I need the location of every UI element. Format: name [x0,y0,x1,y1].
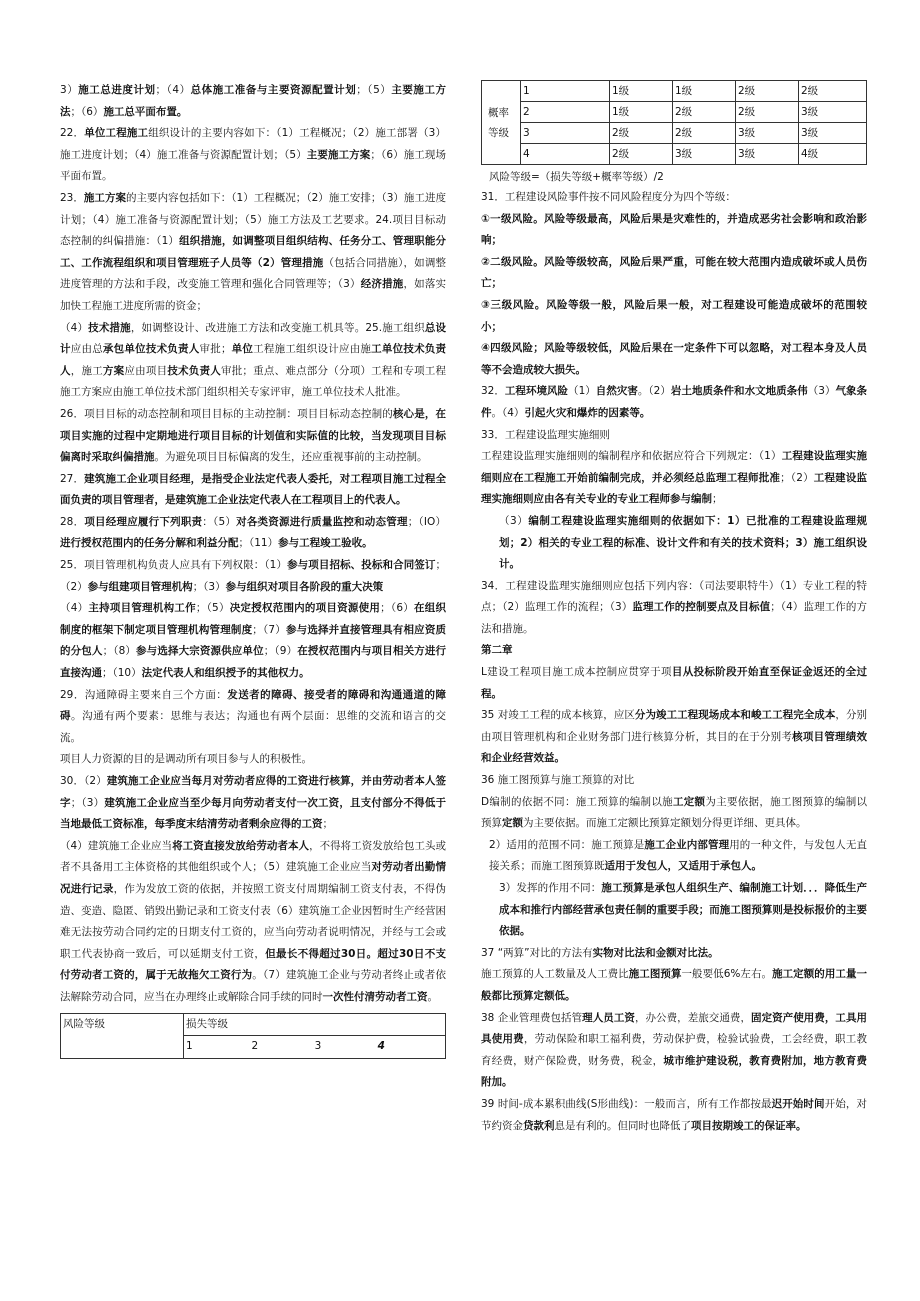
paragraph [60,555,446,598]
prob-row-2-c2: 2级 [673,102,736,123]
text-run: ④四级风险；风险等级较低，风险后果在一定条件下可以忽略，对工程本身及人员等不会造成较大损失。 [481,342,867,376]
loss-col-1: 1 [184,1036,250,1059]
text-run: 34．工程建设监理实施细则应包括下列内容：（司法要职特牛）（1）专业工程的特点；（2）监理工作的流程；（3） [481,579,867,614]
loss-col-3: 3 [313,1036,376,1059]
right-column [481,80,867,1137]
text-run: 施工图预算 [628,968,682,981]
paragraph [481,662,867,705]
text-run: 审批； [199,343,232,356]
text-run: 项目经理应履行下列职责 [84,515,203,528]
text-run: 单位工程施工 [84,127,149,140]
text-run: （4） [60,602,89,615]
text-run: 将工资直接发放给劳动者本人 [172,839,310,852]
prob-row-4-c1: 2级 [610,144,673,165]
text-run: 3） [60,84,79,96]
text-run: 参与选择大宗资源供应单位 [136,645,264,658]
text-run: 23． [60,191,84,204]
paragraph [481,770,867,792]
prob-row-1-c2: 1级 [673,81,736,102]
prob-row-3-c4: 3级 [799,123,867,144]
text-run: 主要施工方法 [60,84,447,118]
text-run: 。 [427,990,438,1003]
text-run: D编制的依据不同：施工预算的编制以施 [481,795,673,808]
text-run: 发送者的障碍、接受者的障碍和沟通通道的障碍 [60,688,446,723]
prob-row-4-level: 4 [521,144,610,165]
text-run: ；（IO） [407,515,446,528]
text-run: 适用于发包人，又适用于承包人。 [604,860,762,873]
text-run: ；（4） [155,84,191,96]
text-run: 经济措施 [360,278,404,291]
paragraph [60,512,446,555]
text-run: 工程建设监理实施细则的编制程序和依据应符合下列规定：（1） [481,450,782,463]
text-run: 一次性付清劳动者工资 [322,990,428,1003]
text-run: ，办公费，差旅交通费， [634,1011,752,1024]
text-run: 39 时间-成本累积曲线(S形曲线)：一般而言，所有工作都按最 [481,1097,772,1110]
text-run: 施工企业内部管理 [644,838,730,851]
paragraph [60,469,446,512]
text-run: 3）发挥的作用不同： [499,882,602,894]
text-run: 项目人力资源的目的是调动所有项目参与人的积极性。 [60,753,312,766]
risk-level-label: 风险等级 [61,1013,184,1058]
paragraph [481,295,867,338]
text-run: 22． [60,127,85,140]
text-run: L建设工程项目施工成本控制应贯穿于项 [481,666,672,679]
paragraph [481,425,867,447]
text-run: 编制工程建设监理实施细则的依据如下：1）已批准的工程建设监理规划；2）相关的专业工程的标准、设计文件和有关的技术资料；3）施工组织设计。 [499,514,867,571]
text-run: 参与组建项目管理机构 [87,580,193,593]
text-run: 。（7）建筑施工企业与劳动者终止或者依法解除劳动合同，应当在办理终止或解除合同手续的同时 [60,969,446,1003]
text-run: 进行授权范围内的任务分解和利益分配 [60,537,239,550]
text-run: ，如调整设计、改进施工方法和改变施工机具等。25.施工组织 [130,321,425,334]
text-run: ；（8） [102,645,137,658]
text-run: 为主要依据。而施工定额比预算定额划分得更详细、更具体。 [523,817,807,830]
prob-row-4-c3: 3级 [736,144,799,165]
text-run: 目从投标阶段开始直至保证金返还的全过程。 [481,666,867,700]
paragraph [60,598,446,684]
text-run: 参与选择并直接管理具有相应资质的分包人 [60,623,447,658]
paragraph [481,446,867,511]
text-run: 迟开始时间 [771,1097,825,1110]
text-run: 35 对竣工工程的成本核算，应区 [481,709,635,722]
text-run: 对各类资源进行质量监控和动态管理 [236,515,408,528]
text-run: ；（11） [238,537,279,550]
prob-row-1-level: 1 [521,81,610,102]
paragraph [481,576,867,641]
text-run: 组织措施，如调整项目组织结构、任务分工、管理职能分工、工作流程组织和项目管理班子人员等（2）管理措施 [60,235,446,269]
text-run: 岩土地质条件和水文地质条伟 [670,385,808,398]
text-run: 应由项目 [124,364,168,377]
paragraph [481,187,867,209]
text-run: 37 “两算”对比的方法有 [481,946,593,959]
paragraph [60,771,446,836]
prob-row-4-c2: 3级 [673,144,736,165]
text-run: 组织设计的主要内容如下：（1）工程概况；（2）施工部署（3）施工进度计划；（4）施工准备与资源配置计划；（5） [60,127,447,161]
text-run: 理人员工资 [582,1011,635,1024]
paragraph [481,964,867,1007]
text-run: 固定资产使用费，工具用具使用费 [481,1011,868,1046]
text-run: 息是有利的。但同时也降低了 [554,1119,691,1132]
loss-col-2: 2 [250,1036,313,1059]
text-run: ，劳动保险和职工福利费，劳动保护费，检验试验费，工会经费，职工教育经费，财产保险费，财务费，税金， [481,1033,868,1067]
text-run: 31．工程建设风险事件按不同风险程度分为四个等级： [481,191,736,203]
paragraph [60,80,446,123]
text-run: 监理工作的控制要点及目标值 [632,601,771,614]
text-run: （4） [60,321,89,334]
text-run: 施工预算的人工数量及人工费比 [481,968,629,981]
text-run: 28． [60,515,85,528]
risk-level-table-header [60,1013,446,1059]
text-run: 27． [60,472,85,485]
text-run: 建筑施工企业应当至少每月向劳动者支付一次工资，且支付部分不得低于当地最低工资标准，每季度末结清劳动者剩余应得的工资 [60,796,447,831]
text-run: 工程建设监理实施细则应由各有关专业的专业工程师参与编制 [481,471,868,506]
text-run: 施工预算是承包人组织生产、编制施工计划．．．降低生产成本和推行内部经营承包责任制的重要手段；而施工图预算则是投标报价的主要依据。 [499,882,868,938]
paragraph [481,338,867,381]
text-run: 但最长不得超过30日。超过30日不支付劳动者工资的，属于无故拖欠工资行为 [60,947,447,982]
text-run: 36 施工图预算与施工预算的对比 [481,774,635,787]
text-run: 参与工程竣工验收。 [278,537,373,550]
text-run: ，作为发放工资的依据，并按照工资支付周期编制工资支付表，不得伪造、变造、隐匿、销毁出勤记录和工资支付表（6）建筑施工企业因暂时生产经营困难无法按劳动合同约定的日期支付工资的，应当向劳动者说明情况，并经与工会或职工代表协商一致后，可以延期支付工资， [60,882,447,960]
text-run: 施工总进度计划 [78,84,156,96]
text-run: ，不得将工资发放给包工头或者不具备用工主体资格的其他组织或个人；（5）建筑施工企业应当 [60,839,447,874]
text-run: ；（6） [380,602,415,615]
text-run: 总设计 [60,321,447,356]
text-run: 的主要内容包括如下：（1）工程概况；（2）施工安排；（3）施工进度计划；（4）施工准备与资源配置计划；（5）施工方法及工艺要求。24.项目目标动态控制的纠偏措施：（1） [60,191,446,248]
probability-level-label: 概率等级 [482,81,521,165]
paragraph [60,188,446,318]
paragraph [481,943,867,965]
text-run: ；（9） [263,645,298,658]
prob-row-3-c2: 2级 [673,123,736,144]
probability-level-table [481,80,867,165]
text-run: 工单位技术负责人 [60,343,447,377]
paragraph [481,792,867,835]
text-run: 建筑施工企业项目经理，是指受企业法定代表人委托，对工程项目施工过程全面负责的项目管理者，是建筑施工企业法定代表人在工程项目上的代表人。 [60,472,446,507]
text-run: ③三级风险。风险等级一般，风险后果一般，对工程建设可能造成破坏的范围较小； [481,298,867,333]
paragraph [60,318,446,404]
text-run: ； [322,818,333,831]
left-column [60,80,446,1059]
text-run: 26．项目目标的动态控制和项目目标的主动控制：项目目标动态控制的 [60,407,393,420]
text-run: 法定代表人和组织授予的其他权力。 [141,667,310,680]
text-run: 用的一种文件，与发包人无直接关系；而施工图预算既 [489,838,868,873]
text-run: 施工定额的用工量一般都比预算定额低。 [481,968,867,1002]
text-run: ；（2） [60,559,447,593]
text-run: 分为竣工工程现场成本和峻工工程完全成本 [634,709,836,722]
text-run: 第二章 [481,644,513,657]
text-run: 应由总 [70,343,103,356]
text-run: ；（10） [102,667,142,680]
text-run: 单位 [231,343,254,356]
prob-row-2-c3: 2级 [736,102,799,123]
text-run: 实物对比法和金额对比法。 [592,946,719,959]
text-run: ；（7） [252,623,286,636]
text-run: 建筑施工企业应当每月对劳动者应得的工资进行核算，并由劳动者本人签字 [60,775,446,809]
text-run: 项目按期竣工的保证率。 [691,1119,807,1132]
text-run: 城市维护建设税，教育费附加，地方教育费附加。 [481,1054,868,1089]
text-run: （4）建筑施工企业应当 [60,839,173,852]
text-run: 工定额 [672,795,706,808]
text-run: 承包单位技术负责人 [102,343,200,356]
risk-formula: 风险等级=（损失等级+概率等级）/2 [489,171,664,183]
text-run: 工程建设监理实施细则应在工程施工开始前编制完成，并必须经总监理工程师批准 [481,450,867,484]
paragraph [481,511,867,576]
text-run: ；（3） [70,796,105,809]
text-run: ，如落实加快工程施工进度所需的资金； [60,278,447,312]
prob-row-4-c4: 4级 [799,144,867,165]
text-run: ； [712,493,723,506]
text-run: 审批；重点、难点部分（分项）工程和专项工程施工方案应由施工单位技术部门组织相关专家评审，施工单位技术人批准。 [60,364,447,399]
paragraph [481,381,867,424]
paragraph [481,835,867,878]
text-run: ；（6） [70,105,104,118]
text-run: 引起火灾和爆炸的因素等。 [524,406,651,419]
text-run: 自然灾害 [595,385,638,398]
text-run: 气象条件 [481,385,868,419]
text-run: 。（4） [491,406,525,419]
paragraph [481,878,867,943]
text-run: 工程施工组织设计应由施 [253,343,372,356]
text-run: 主持项目管理机构工作 [88,602,196,615]
text-run: 32． [481,385,505,398]
text-run: ；（6）施工现场平面布置。 [60,148,447,183]
text-run: 开始，对节约资金 [481,1097,868,1132]
text-run: ：（5） [202,515,237,528]
text-run: 工程环境风险 [504,385,569,398]
prob-row-1-c4: 2级 [799,81,867,102]
text-run: 贷款利 [523,1119,555,1132]
text-run: 技术负责人 [167,364,221,377]
text-run: 施工方案 [83,191,126,204]
text-run: ，施工 [70,364,103,377]
text-run: 定额 [502,817,523,830]
text-run: 25．项目管理机构负责人应具有下列权限：（1） [60,559,288,572]
text-run: 38 企业管理费包括管 [481,1011,583,1024]
text-run: ；（2） [780,471,814,484]
paragraph [481,252,867,295]
text-run: ，分别由项目管理机构和企业财务部门进行核算分析，其目的在于分别考 [481,709,868,743]
text-run: （包括合同措施），如调整进度管理的方法和手段，改变施工管理和强化合同管理等；（3） [60,256,447,291]
prob-row-3-c3: 3级 [736,123,799,144]
text-run: 方案 [102,364,125,377]
prob-row-1-c1: 1级 [610,81,673,102]
text-run: ②二级风险。风险等级较高，风险后果严重，可能在较大范围内造成破坏或人员伤亡； [481,255,867,290]
prob-row-2-c4: 3级 [799,102,867,123]
prob-row-2-level: 2 [521,102,610,123]
text-run: 参与组织对项目各阶段的重大决策 [225,580,384,593]
text-run: 核心是，在项目实施的过程中定期地进行项目目标的计划值和实际值的比较，当发现项目目标偏离时采取纠偏措施 [60,407,446,464]
text-run: 主要施工方案 [306,148,371,161]
text-run: （3） [499,514,529,527]
text-run: 。为避免项目目标偏离的发生，还应重视事前的主动控制。 [154,451,428,464]
prob-row-1-c3: 2级 [736,81,799,102]
text-run: 。沟通有两个要素：思维与表达；沟通也有两个层面：思维的交流和语言的交流。 [60,710,447,744]
text-run: （1） [568,385,596,398]
paragraph [481,1008,867,1094]
text-run: 对劳动者出勤情况进行记录 [60,861,446,895]
paragraph [481,705,867,770]
paragraph [60,836,446,1009]
text-run: 30．（2） [60,775,107,787]
text-run: ；（5） [195,602,230,615]
text-run: 参与项目招标、投标和合同签订 [287,559,436,572]
text-run: 核项目管理绩效和企业经营效益。 [481,730,868,765]
text-run: ；（5） [356,84,392,96]
text-run: 29．沟通障碍主要来自三个方面： [60,688,228,701]
left-paragraphs [60,80,446,1009]
right-paragraphs [481,187,867,1137]
text-run: 一般要低6%左右。 [681,968,773,981]
loss-col-4: 4 [376,1036,446,1059]
prob-row-3-c1: 2级 [610,123,673,144]
text-run: 施工总平面布置。 [103,105,188,118]
text-run: 决定授权范围内的项目资源使用 [229,602,381,615]
paragraph [60,123,446,188]
paragraph [481,209,867,252]
prob-row-2-c1: 1级 [610,102,673,123]
text-run: 在组织制度的框架下制定项目管理机构管理制度 [60,602,447,636]
prob-row-3-level: 3 [521,123,610,144]
loss-level-label: 损失等级 [184,1013,446,1036]
text-run: ①一级风险。风险等级最高，风险后果是灾难性的，并造成恶劣社会影响和政治影响； [481,212,867,247]
text-run: 为主要依据，施工图预算的编制以预算 [481,795,868,830]
text-run: 。（2） [637,385,671,398]
paragraph [481,1094,867,1137]
text-run: 技术措施 [88,321,131,334]
text-run: ；（3） [192,580,226,593]
paragraph [60,404,446,469]
paragraph [481,640,867,662]
text-run: ；（4）监理工作的方法和措施。 [481,601,867,635]
text-run: 总体施工准备与主要资源配置计划 [190,84,357,96]
text-run: 2）适用的范围不同：施工预算是 [489,838,645,851]
text-run: 在授权范围内与项目相关方进行直接沟通 [60,645,447,680]
text-run: 33．工程建设监理实施细则 [481,428,610,441]
paragraph [60,685,446,750]
text-run: （3） [807,385,836,398]
paragraph [60,749,446,771]
